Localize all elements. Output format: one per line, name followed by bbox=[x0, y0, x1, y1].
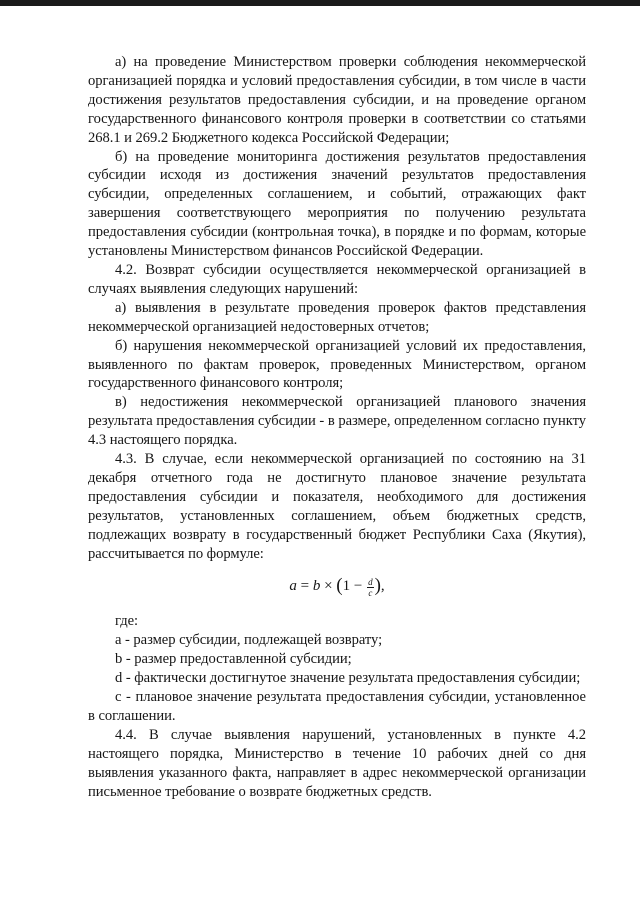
paragraph-4-2-a: а) выявления в результате проведения проверок фактов представления некоммерческой организацией недостоверных отчетов; bbox=[88, 299, 586, 335]
formula-b: b bbox=[312, 578, 321, 595]
paragraph-4-3: 4.3. В случае, если некоммерческой организацией по состоянию на 31 декабря отчетного года не достигнуто плановое значение результата предоставления субсидии и показателя, необходимого для достижения результатов, установленных соглашением, объем бюджетных средств, подлежащих возврату в государственный бюджет Республики Саха (Якутия), рассчитывается по формуле: bbox=[88, 451, 586, 562]
formula-fraction bbox=[367, 577, 374, 598]
formula-lhs: a bbox=[289, 578, 297, 595]
where-label: где: bbox=[115, 613, 139, 630]
refund-formula bbox=[88, 574, 586, 598]
formula-left-paren: ( bbox=[336, 575, 343, 597]
formula-right-paren: ) bbox=[374, 575, 381, 597]
top-border-line bbox=[0, 0, 640, 6]
formula-one: 1 bbox=[342, 578, 351, 595]
paragraph-b-monitoring: б) на проведение мониторинга достижения результатов предоставления субсидии исходя из достижения значений результатов предоставления субсидии, определенных соглашением, и событий, отражающих факт завершения соответствующего мероприятия по получению результата предоставления субсидии (контрольная точка), в порядке и по формам, которые установлены Министерством финансов Российской Федерации. bbox=[88, 148, 586, 260]
paragraph-4-2: 4.2. Возврат субсидии осуществляется некоммерческой организацией в случаях выявления следующих нарушений: bbox=[88, 261, 586, 297]
formula-comma: , bbox=[380, 578, 385, 595]
paragraph-a-inspection: а) на проведение Министерством проверки соблюдения некоммерческой организацией порядка и условий предоставления субсидии, в том числе в части достижения результатов предоставления субсидии, и на проведение органом государственного финансового контроля проверки в соответствии со статьями 268.1 и 269.2 Бюджетного кодекса Российской Федерации; bbox=[88, 54, 586, 146]
formula-minus: − bbox=[353, 578, 363, 595]
paragraph-4-4: 4.4. В случае выявления нарушений, установленных в пункте 4.2 настоящего порядка, Министерство в течение 10 рабочих дней со дня выявления указанного факта, направляет в адрес некоммерческой организации письменное требование о возврате бюджетных средств. bbox=[88, 726, 586, 800]
formula-equals: = bbox=[300, 578, 310, 595]
definition-c: c - плановое значение результата предоставления субсидии, установленное в соглашении. bbox=[88, 689, 586, 724]
definition-a: a - размер субсидии, подлежащей возврату; bbox=[115, 632, 383, 649]
paragraph-4-2-b: б) нарушения некоммерческой организацией условий их предоставления, выявленного по фактам проверок, проведенных Министерством, органом государственного финансового контроля; bbox=[88, 337, 586, 392]
paragraph-4-2-v: в) недостижения некоммерческой организацией планового значения результата предоставления субсидии - в размере, определенном согласно пункту 4.3 настоящего порядка. bbox=[88, 394, 586, 449]
document-body bbox=[88, 53, 586, 802]
definition-d: d - фактически достигнутое значение результата предоставления субсидии; bbox=[115, 670, 581, 687]
definition-b: b - размер предоставленной субсидии; bbox=[115, 651, 352, 668]
formula-times: × bbox=[324, 578, 333, 595]
formula-denominator: c bbox=[368, 587, 373, 598]
formula-numerator: d bbox=[368, 576, 373, 587]
